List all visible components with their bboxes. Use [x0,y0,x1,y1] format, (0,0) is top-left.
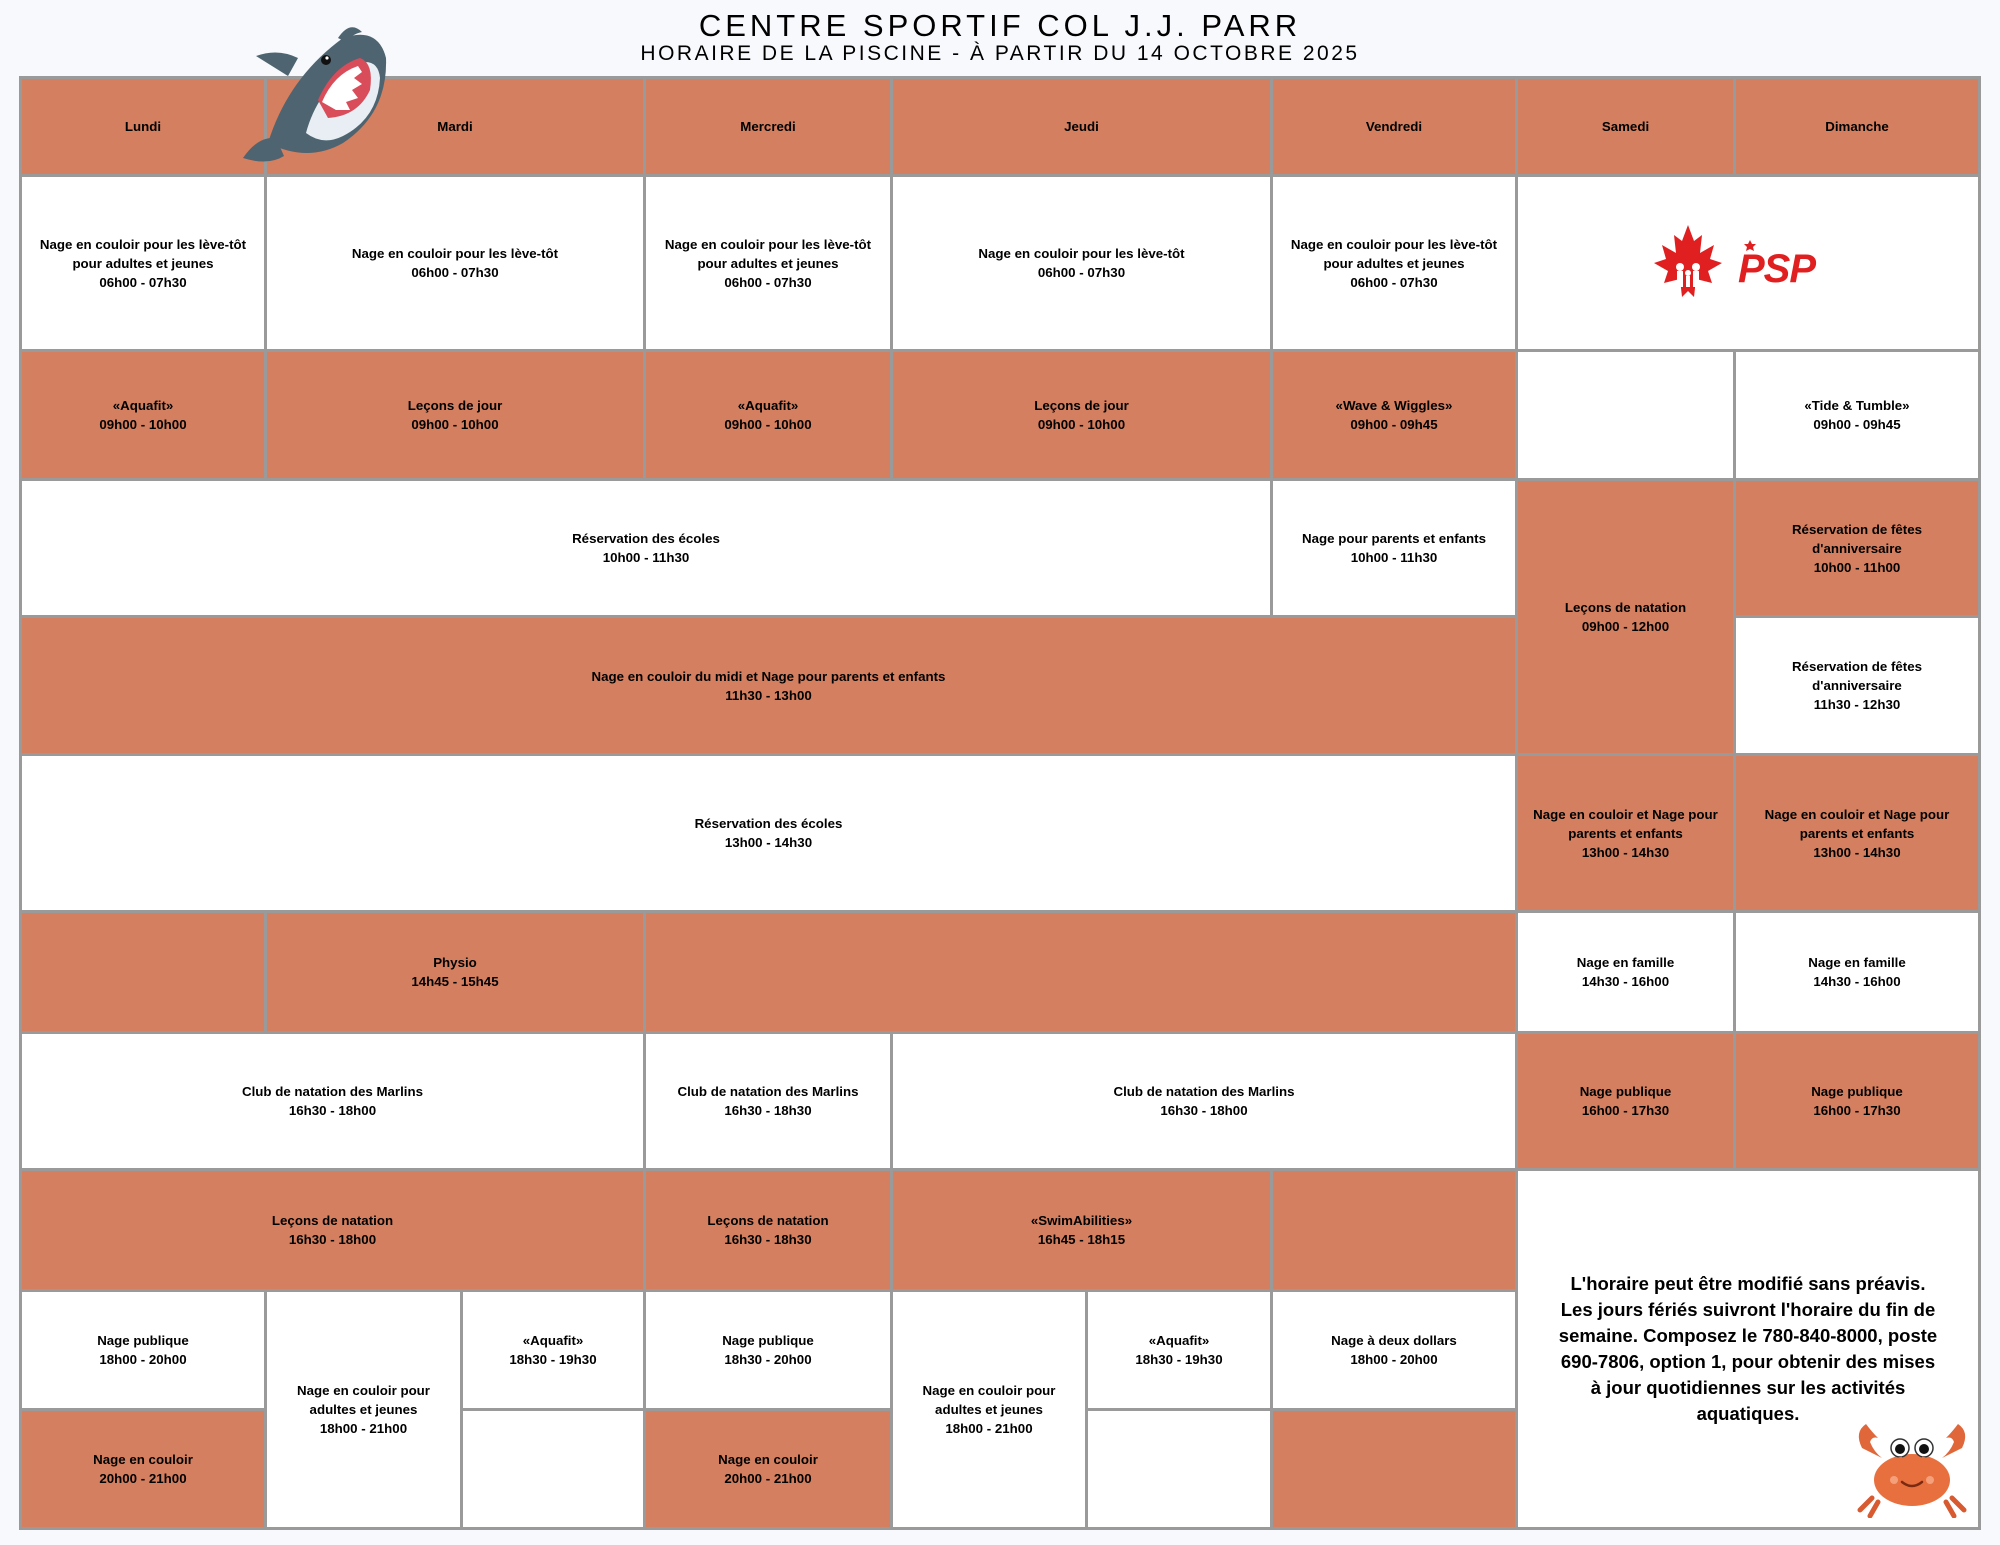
activity-name: «Aquafit» [737,398,799,413]
activity-time: 06h00 - 07h30 [1350,274,1438,290]
activity-time: 16h45 - 18h15 [1037,1232,1126,1247]
schedule-cell [890,349,1273,481]
activity-time: 18h30 - 19h30 [509,1352,597,1367]
schedule-cell [1515,753,1736,913]
page-subtitle: HORAIRE DE LA PISCINE - À PARTIR DU 14 OCTOBRE 2025 [640,42,1360,65]
schedule-cell [643,1408,893,1530]
schedule-cell [264,174,646,352]
activity-time: 06h00 - 07h30 [724,274,812,290]
schedule-cell-empty [19,910,267,1034]
activity-name: Nage en famille [1808,955,1906,970]
activity-time: 10h00 - 11h00 [1813,559,1901,575]
schedule-cell [1733,349,1981,481]
activity-name: Nage publique [97,1333,189,1348]
day-header-wednesday: Mercredi [643,76,893,177]
activity-name: «Aquafit» [112,398,174,413]
activity-name: Nage en couloir pour les lève-tôt pour adultes et jeunes [664,236,872,271]
schedule-cell [643,1168,893,1292]
activity-name: Nage en couloir pour les lève-tôt [978,246,1185,261]
activity-name: Nage en couloir du midi et Nage pour parents et enfants [591,668,946,684]
activity-time: 09h00 - 09h45 [1350,417,1438,432]
activity-time: 18h30 - 19h30 [1135,1352,1223,1367]
activity-time: 06h00 - 07h30 [1037,265,1126,280]
schedule-cell-empty [643,910,1518,1034]
day-header-monday: Lundi [19,76,267,177]
schedule-cell [19,615,1518,756]
activity-name: «SwimAbilities» [1030,1213,1133,1228]
activity-name: Nage publique [1811,1084,1903,1099]
schedule-cell [1515,910,1736,1034]
activity-name: Leçons de jour [407,398,503,413]
schedule-cell [890,1168,1273,1292]
schedule-cell [643,1289,893,1411]
activity-time: 18h00 - 20h00 [1350,1352,1438,1367]
schedule-cell [264,349,646,481]
activity-name: «Aquafit» [522,1333,584,1348]
schedule-cell-empty [1270,1408,1518,1530]
logo-cell [1515,174,1981,352]
activity-name: Nage en couloir pour les lève-tôt [351,246,559,261]
activity-name: Leçons de natation [271,1213,394,1228]
activity-name: Réservation des écoles [694,816,843,831]
schedule-cell [264,1289,463,1530]
psp-wordmark-text: PSP [1738,247,1816,288]
day-header-thursday: Jeudi [890,76,1273,177]
schedule-cell-empty [1270,1168,1518,1292]
activity-time: 14h30 - 16h00 [1813,974,1901,989]
activity-time: 18h00 - 21h00 [945,1421,1033,1436]
activity-time: 09h00 - 10h00 [411,417,499,432]
activity-name: Club de natation des Marlins [241,1084,423,1099]
schedule-cell [19,174,267,352]
psp-logo [1652,223,1844,303]
activity-time: 14h30 - 16h00 [1581,974,1670,989]
activity-name: Nage en couloir et Nage pour parents et enfants [1533,806,1718,841]
schedule-cell [460,1289,646,1411]
activity-time: 20h00 - 21h00 [99,1471,187,1486]
schedule-cell [264,910,646,1034]
activity-time: 16h00 - 17h30 [1813,1103,1901,1118]
schedule-cell-empty [1515,349,1736,481]
activity-time: 18h00 - 20h00 [99,1352,187,1367]
activity-name: Nage en famille [1576,955,1675,970]
activity-time: 20h00 - 21h00 [724,1471,812,1486]
schedule-cell [643,174,893,352]
day-header-saturday: Samedi [1515,76,1736,177]
activity-name: Club de natation des Marlins [677,1084,859,1099]
activity-time: 09h00 - 10h00 [1037,417,1126,432]
schedule-cell [890,174,1273,352]
schedule-cell [1733,753,1981,913]
activity-time: 16h30 - 18h30 [724,1103,812,1118]
schedule-cell [1270,174,1518,352]
schedule-cell [1515,478,1736,756]
activity-name: Nage à deux dollars [1331,1333,1457,1348]
schedule-cell [19,1031,646,1171]
schedule-cell [19,753,1518,913]
activity-name: Réservation de fêtes d'anniversaire [1791,521,1923,556]
schedule-cell [1085,1289,1273,1411]
activity-time: 18h30 - 20h00 [724,1352,812,1367]
activity-time: 06h00 - 07h30 [99,274,187,290]
activity-time: 09h00 - 10h00 [99,417,187,432]
activity-name: Nage en couloir pour adultes et jeunes [297,1383,430,1417]
schedule-cell [1733,478,1981,618]
activity-time: 13h00 - 14h30 [1581,844,1670,860]
schedule-cell [19,349,267,481]
schedule-cell [1270,478,1518,618]
activity-name: «Tide & Tumble» [1804,398,1910,413]
schedule-cell-empty [460,1408,646,1530]
schedule-cell [1733,615,1981,756]
activity-name: Réservation des écoles [572,531,720,546]
psp-wordmark [1734,238,1844,288]
activity-name: Réservation de fêtes d'anniversaire [1791,659,1923,693]
schedule-cell [19,1408,267,1530]
activity-name: Nage pour parents et enfants [1302,531,1486,546]
activity-time: 06h00 - 07h30 [411,265,499,280]
activity-name: Physio [433,955,477,970]
page-title: CENTRE SPORTIF COL J.J. PARR [698,8,1302,43]
schedule-cell [1515,1031,1736,1171]
activity-name: Leçons de jour [1034,398,1129,413]
activity-time: 16h00 - 17h30 [1581,1103,1670,1118]
activity-name: Leçons de natation [707,1213,829,1228]
schedule-cell [19,1168,646,1292]
schedule-cell [643,1031,893,1171]
schedule-cell [1733,1031,1981,1171]
day-header-sunday: Dimanche [1733,76,1981,177]
schedule-cell [890,1031,1518,1171]
schedule-cell [1270,349,1518,481]
day-header-tuesday: Mardi [264,76,646,177]
schedule-cell [19,478,1273,618]
schedule-notice: L'horaire peut être modifié sans préavis. Les jours fériés suivront l'horaire du fin de semaine. Composez le 780-840-8000, poste 690-7806, option 1, pour obtenir des mises à jour quotidiennes sur les activités aquatiques. [1515,1168,1981,1530]
activity-name: «Aquafit» [1148,1333,1210,1348]
activity-name: Nage en couloir pour les lève-tôt pour adultes et jeunes [1290,236,1498,271]
activity-time: 16h30 - 18h00 [288,1232,377,1247]
activity-time: 10h00 - 11h30 [1350,550,1438,565]
activity-time: 16h30 - 18h30 [724,1232,812,1247]
activity-time: 13h00 - 14h30 [724,835,813,850]
schedule-cell [643,349,893,481]
activity-time: 16h30 - 18h00 [288,1103,377,1118]
activity-time: 09h00 - 10h00 [724,417,812,432]
schedule-cell [19,1289,267,1411]
activity-time: 18h00 - 21h00 [319,1421,408,1436]
day-header-friday: Vendredi [1270,76,1518,177]
activity-time: 16h30 - 18h00 [1160,1103,1248,1118]
activity-time: 11h30 - 13h00 [725,687,812,703]
activity-name: Nage en couloir pour adultes et jeunes [922,1383,1056,1417]
shark-icon [238,18,398,168]
schedule-cell-empty [1085,1408,1273,1530]
schedule-cell [890,1289,1088,1530]
activity-name: Nage publique [1579,1084,1672,1099]
activity-name: Nage en couloir [718,1452,818,1467]
crab-icon [1852,1418,1972,1518]
activity-name: Nage en couloir [93,1452,193,1467]
activity-time: 14h45 - 15h45 [411,974,499,989]
activity-name: «Wave & Wiggles» [1335,398,1453,413]
activity-name: Nage en couloir et Nage pour parents et enfants [1764,806,1950,841]
activity-name: Leçons de natation [1564,600,1687,615]
activity-time: 09h00 - 09h45 [1813,417,1901,432]
activity-name: Nage publique [722,1333,814,1348]
activity-time: 10h00 - 11h30 [602,550,690,565]
activity-name: Club de natation des Marlins [1113,1084,1295,1099]
activity-name: Nage en couloir pour les lève-tôt pour adultes et jeunes [39,236,247,271]
activity-time: 13h00 - 14h30 [1813,844,1901,860]
activity-time: 09h00 - 12h00 [1581,619,1670,634]
schedule-cell [1733,910,1981,1034]
schedule-cell [1270,1289,1518,1411]
maple-leaf-icon [1652,223,1724,303]
activity-time: 11h30 - 12h30 [1813,697,1901,712]
